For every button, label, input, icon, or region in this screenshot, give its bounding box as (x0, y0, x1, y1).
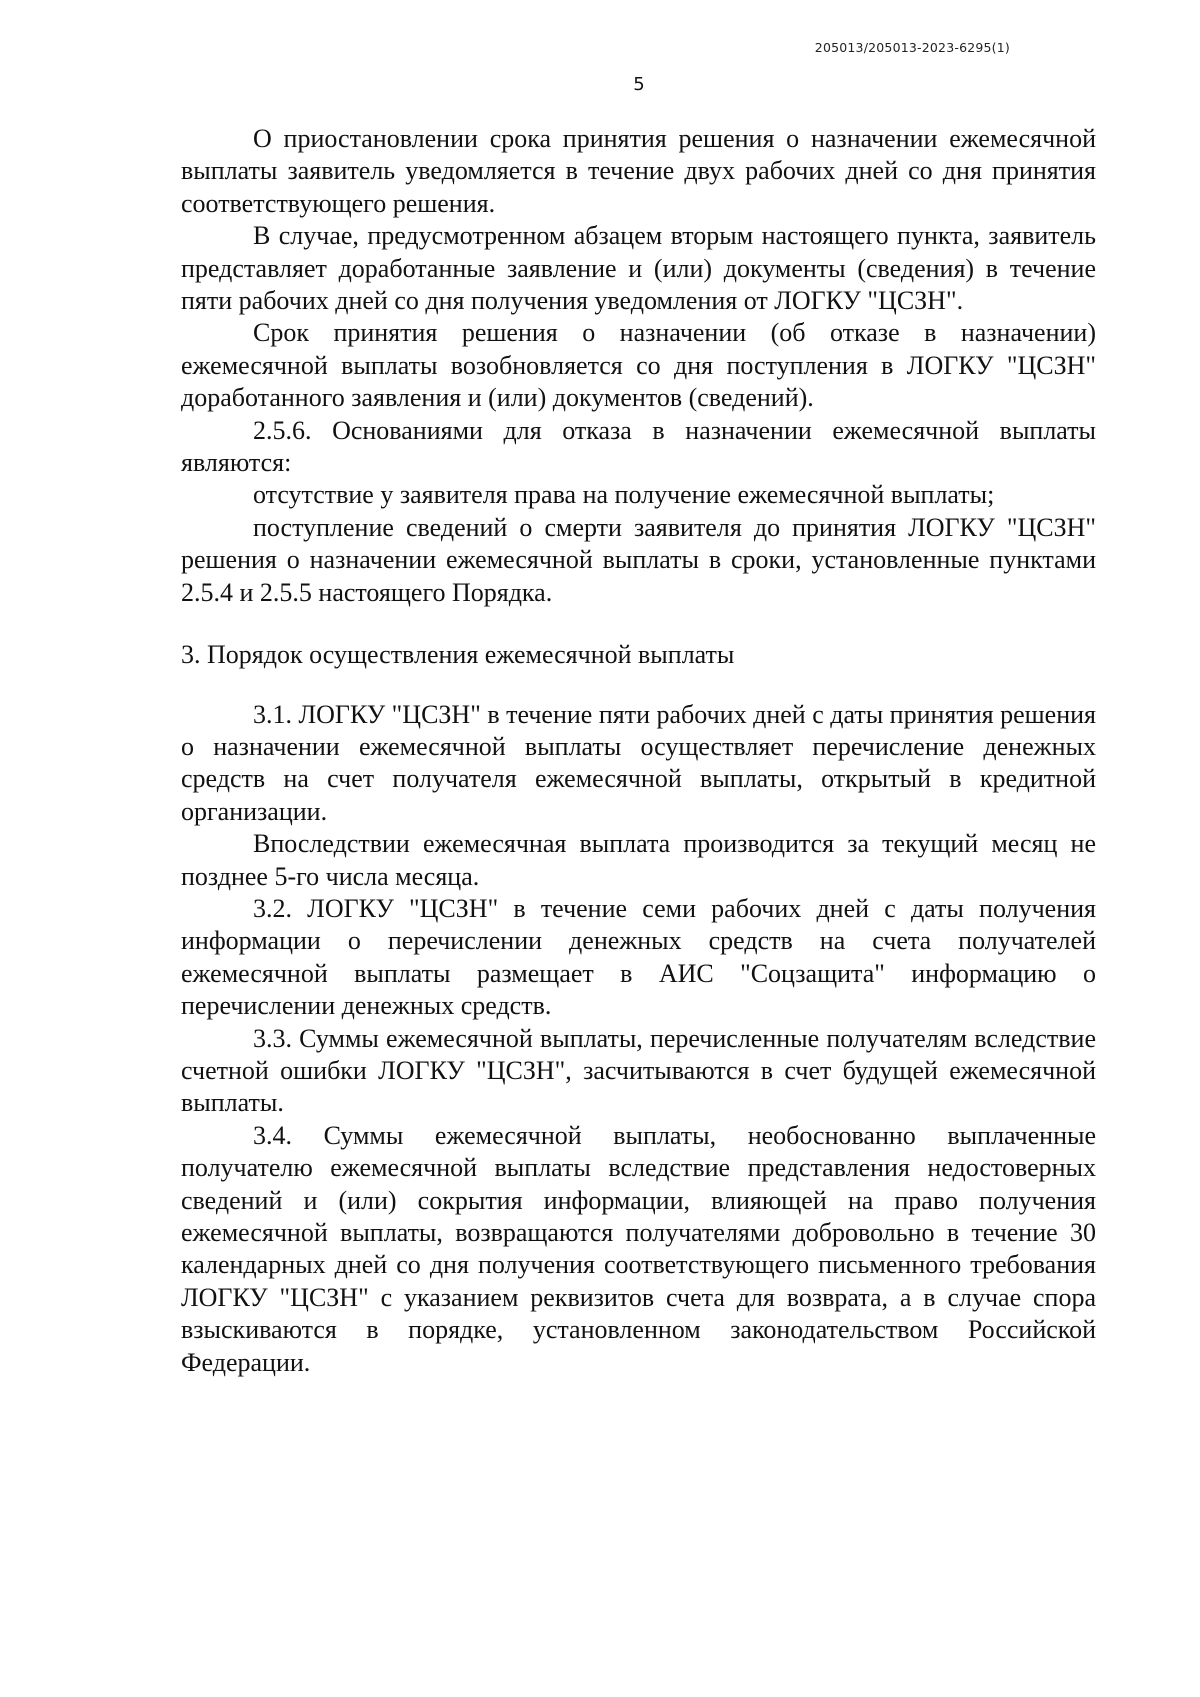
paragraph-3-4: 3.4. Суммы ежемесячной выплаты, необоснованно выплаченные получателю ежемесячной выплаты вследствие представления недостоверных сведений и (или) сокрытия информации, влияющей на право получения ежемесячной выплаты, возвращаются получателями добровольно в течение 30 календарных дней со дня получения соответствующего письменного требования ЛОГКУ "ЦСЗН" с указанием реквизитов счета для возврата, а в случае спора взыскиваются в порядке, установленном законодательством Российской Федерации. (181, 1120, 1096, 1377)
spacer (181, 609, 1096, 639)
paragraph-3-1: 3.1. ЛОГКУ "ЦСЗН" в течение пяти рабочих дней с даты принятия решения о назначении ежемесячной выплаты осуществляет перечисление денежных средств на счет получателя ежемесячной выплаты, открытый в кредитной организации. (181, 699, 1096, 826)
paragraph-3-3: 3.3. Суммы ежемесячной выплаты, перечисленные получателям вследствие счетной ошибки ЛОГКУ "ЦСЗН", засчитываются в счет будущей ежемесячной выплаты. (181, 1023, 1096, 1118)
paragraph-decision-term-resumption: Срок принятия решения о назначении (об отказе в назначении) ежемесячной выплаты возобновляется со дня поступления в ЛОГКУ "ЦСЗН" доработанного заявления и (или) документов (сведений). (181, 318, 1096, 413)
document-id: 205013/205013-2023-6295(1) (814, 40, 1010, 55)
paragraph-3-1-subsequent: Впоследствии ежемесячная выплата производится за текущий месяц не позднее 5-го числа месяца. (181, 829, 1096, 891)
paragraph-suspension-notice: О приостановлении срока принятия решения о назначении ежемесячной выплаты заявитель уведомляется в течение двух рабочих дней со дня принятия соответствующего решения. (181, 124, 1096, 218)
paragraph-refusal-ground-2: поступление сведений о смерти заявителя до принятия ЛОГКУ "ЦСЗН" решения о назначении ежемесячной выплаты в сроки, установленные пунктами 2.5.4 и 2.5.5 настоящего Порядка. (181, 512, 1096, 607)
paragraph-refusal-ground-1: отсутствие у заявителя права на получение ежемесячной выплаты; (253, 480, 995, 510)
section-3-heading: 3. Порядок осуществления ежемесячной выплаты (181, 640, 735, 670)
spacer (181, 672, 1096, 699)
document-body (181, 123, 1096, 1379)
paragraph-revised-documents: В случае, предусмотренном абзацем вторым настоящего пункта, заявитель представляет доработанные заявление и (или) документы (сведения) в течение пяти рабочих дней со дня получения уведомления от ЛОГКУ "ЦСЗН". (181, 221, 1096, 316)
page-number: 5 (633, 74, 645, 95)
paragraph-3-2: 3.2. ЛОГКУ "ЦСЗН" в течение семи рабочих дней с даты получения информации о перечислении денежных средств на счета получателей ежемесячной выплаты размещает в АИС "Соцзащита" информацию о перечислении денежных средств. (181, 893, 1096, 1021)
paragraph-2-5-6: 2.5.6. Основаниями для отказа в назначении ежемесячной выплаты являются: (181, 415, 1096, 478)
